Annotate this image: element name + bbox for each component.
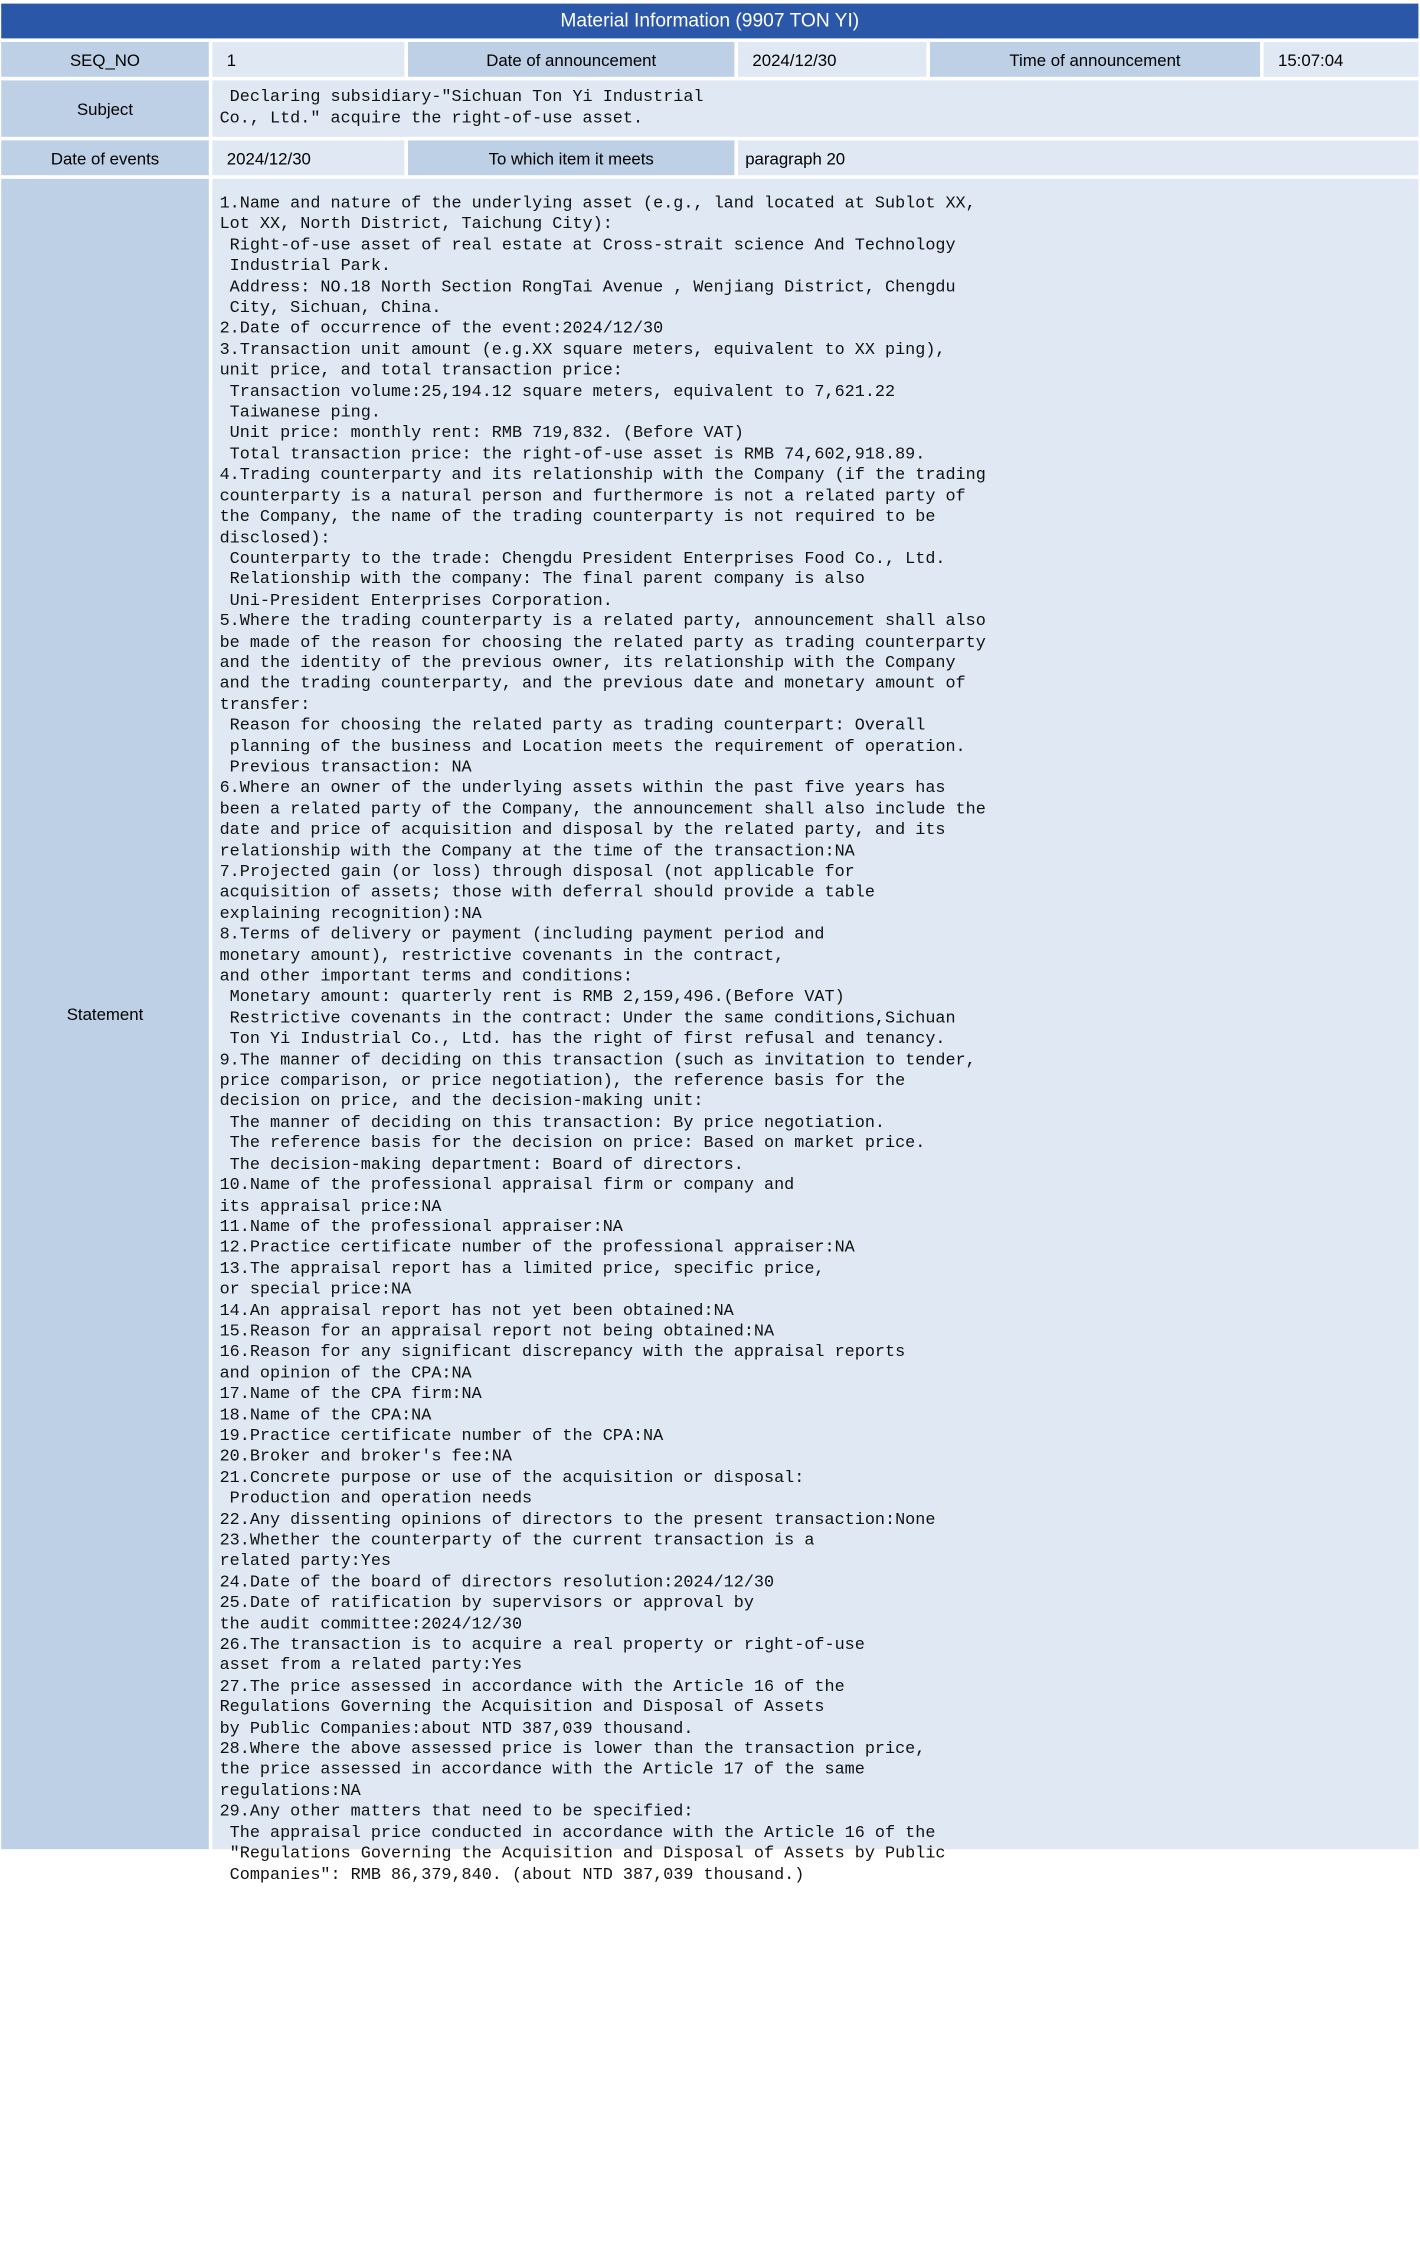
statement-value (212, 179, 1418, 1885)
row-seq-date-time (1, 42, 1418, 77)
material-information-table (1, 4, 1418, 1885)
subject-label: Subject (1, 80, 209, 136)
row-subject (1, 80, 1418, 136)
row-date-of-events (1, 140, 1418, 175)
item-it-meets-label: To which item it meets (408, 140, 734, 175)
time-of-announcement-label: Time of announcement (930, 42, 1260, 77)
date-of-announcement-label: Date of announcement (408, 42, 734, 77)
date-of-announcement-value: 2024/12/30 (738, 42, 926, 77)
date-of-events-label: Date of events (1, 140, 209, 175)
subject-text: Declaring subsidiary-"Sichuan Ton Yi Industrial Co., Ltd." acquire the right-of-use asset. (219, 87, 704, 128)
time-of-announcement-value: 15:07:04 (1264, 42, 1419, 77)
statement-label: Statement (1, 179, 209, 1849)
table-title: Material Information (9907 TON YI) (1, 4, 1418, 39)
statement-text: 1.Name and nature of the underlying asset (e.g., land located at Sublot XX, Lot XX, North District, Taichung City): Right-of-use asset of real estate at Cross-strait science And Technology Industrial Park. Address: NO.18 North Section RongTai Avenue , Wenjiang District, Chengdu City, Sichuan, China. 2.Date of occurrence of the event:2024/12/30 3.Transaction unit amount (e.g.XX square meters, equivalent to XX ping), unit price, and total transaction price: Transaction volume:25,194.12 square meters, equivalent to 7,621.22 Taiwanese ping. Unit price: monthly rent: RMB 719,832. (Before VAT) Total transaction price: the right-of-use asset is RMB 74,602,918.89. 4.Trading counterparty and its relationship with the Company (if the trading counterparty is a natural person and furthermore is not a related party of the Company, the name of the trading counterparty is not required to be disclosed): Counterparty to the trade: Chengdu President Enterprises Food Co., Ltd. Relationship with the company: The final parent company is also Uni-President Enterprises Corporation. 5.Where the trading counterparty is a related party, announcement shall also be made of the reason for choosing the related party as trading counterparty and the identity of the previous owner, its relationship with the Company and the trading counterparty, and the previous date and monetary amount of transfer: Reason for choosing the related party as trading counterpart: Overall planning of the business and Location meets the requirement of operation. Previous transaction: NA 6.Where an owner of the underlying assets within the past five years has been a related party of the Company, the announcement shall also include the date and price of acquisition and disposal by the related party, and its relationship with the Company at the time of the transaction:NA 7.Projected gain (or loss) through disposal (not applicable for acquisition of assets; those with deferral should provide a table explaining recognition):NA 8.Terms of delivery or payment (including payment period and monetary amount), restrictive covenants in the contract, and other important terms and conditions: Monetary amount: quarterly rent is RMB 2,159,496.(Before VAT) Restrictive covenants in the contract: Under the same conditions,Sichuan Ton Yi Industrial Co., Ltd. has the right of first refusal and tenancy. 9.The manner of deciding on this transaction (such as invitation to tender, price comparison, or price negotiation), the reference basis for the decision on price, and the decision-making unit: The manner of deciding on this transaction: By price negotiation. The reference basis for the decision on price: Based on market price. The decision-making department: Board of directors. 10.Name of the professional appraisal firm or company and its appraisal price:NA 11.Name of the professional appraiser:NA 12.Practice certificate number of the professional appraiser:NA 13.The appraisal report has a limited price, specific price, or special price:NA 14.An appraisal report has not yet been obtained:NA 15.Reason for an appraisal report not being obtained:NA 16.Reason for any significant discrepancy with the appraisal reports and opinion of the CPA:NA 17.Name of the CPA firm:NA 18.Name of the CPA:NA 19.Practice certificate number of the CPA:NA 20.Broker and broker's fee:NA 21.Concrete purpose or use of the acquisition or disposal: Production and operation needs 22.Any dissenting opinions of directors to the present transaction:None 23.Whether the counterparty of the current transaction is a related party:Yes 24.Date of the board of directors resolution:2024/12/30 25.Date of ratification by supervisors or approval by the audit committee:2024/12/30 26.The transaction is to acquire a real property or right-of-use asset from a related party:Yes 27.The price assessed in accordance with the Article 16 of the Regulations Governing the Acquisition and Disposal of Assets by Public Companies:about NTD 387,039 thousand. 28.Where the above assessed price is lower than the transaction price, the price assessed in accordance with the Article 17 of the same regulations:NA 29.Any other matters that need to be specified: The appraisal price conducted in accordance with the Article 16 of the "Regulations Governing the Acquisition and Disposal of Assets by Public Companies": RMB 86,379,840. (about NTD 387,039 thousand.) (219, 194, 986, 1885)
seq-no-value: 1 (212, 42, 404, 77)
row-statement (1, 179, 1418, 1885)
item-it-meets-value: paragraph 20 (738, 140, 1418, 175)
date-of-events-value: 2024/12/30 (212, 140, 404, 175)
subject-value (212, 80, 1418, 136)
seq-no-label: SEQ_NO (1, 42, 209, 77)
